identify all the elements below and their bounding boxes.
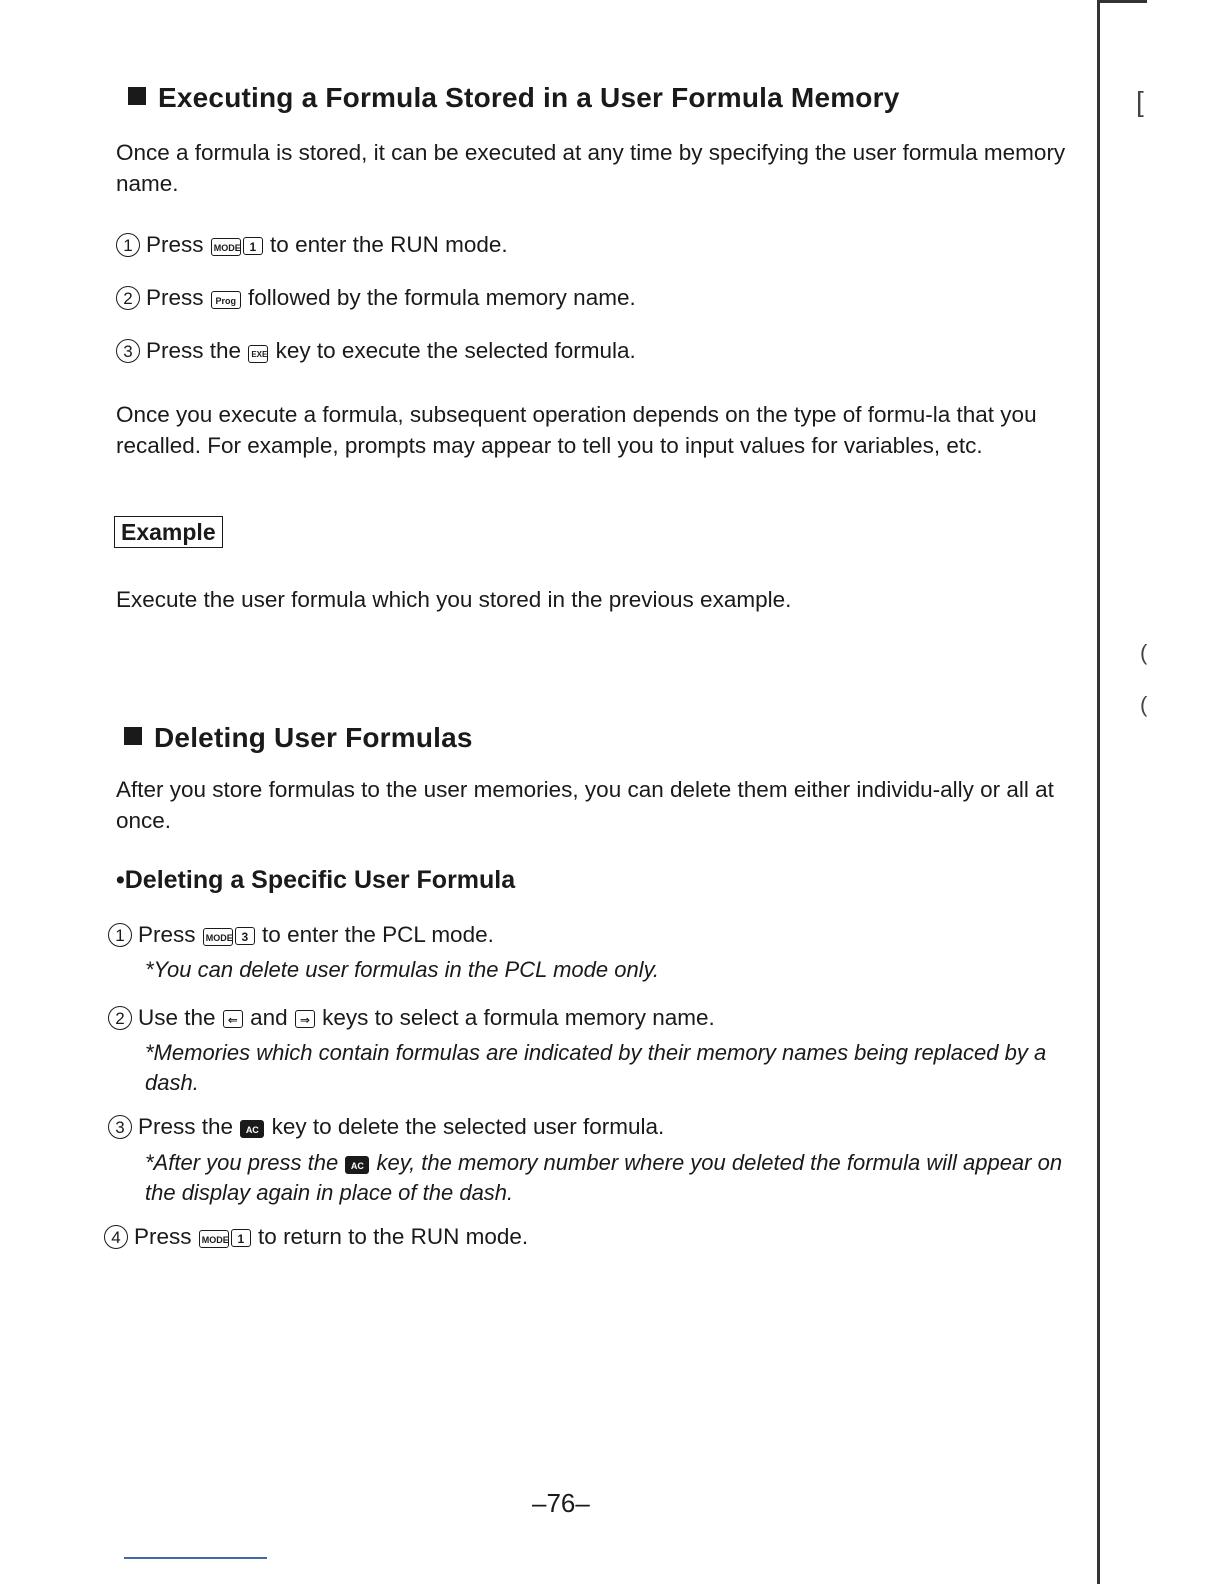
step-number: 3 bbox=[108, 1115, 132, 1139]
ac-key-icon: AC bbox=[240, 1120, 264, 1138]
delete-step-1-note: *You can delete user formulas in the PCL mode only. bbox=[145, 957, 660, 982]
example-label-box: Example bbox=[114, 516, 223, 548]
one-key-icon: 1 bbox=[231, 1229, 251, 1247]
delete-step-2: 2 Use the ⇐ and ⇒ keys to select a formula memory name. bbox=[108, 1003, 715, 1033]
delete-step-2-note: *Memories which contain formulas are indicated by their memory names being replaced by a dash. bbox=[145, 1040, 1047, 1095]
ac-key-icon: AC bbox=[345, 1156, 369, 1174]
bullet-square-icon bbox=[124, 727, 142, 745]
delete-step-3-note: *After you press the AC key, the memory number where you deleted the formula will appear on the display again in place of the dash. bbox=[145, 1150, 1063, 1205]
three-key-icon: 3 bbox=[235, 927, 255, 945]
after-execute-paragraph: Once you execute a formula, subsequent operation depends on the type of formu-la that you recalled. For example, prompts may appear to tell you to input values for variables, etc. bbox=[116, 402, 1037, 458]
margin-mark: ( bbox=[1140, 640, 1148, 665]
mode-key-icon: MODE bbox=[203, 928, 233, 946]
mode-key-icon: MODE bbox=[211, 238, 241, 256]
step-number: 1 bbox=[108, 923, 132, 947]
step-1: 1 Press MODE 1 to enter the RUN mode. bbox=[116, 230, 508, 260]
left-arrow-key-icon: ⇐ bbox=[223, 1010, 243, 1028]
step-number: 2 bbox=[108, 1006, 132, 1030]
bottom-mark bbox=[124, 1557, 267, 1559]
section-heading-executing: Executing a Formula Stored in a User Formula Memory bbox=[128, 82, 899, 114]
step-3: 3 Press the EXE key to execute the selected formula. bbox=[116, 336, 636, 366]
page-number: –76– bbox=[532, 1488, 590, 1518]
section-intro: Once a formula is stored, it can be executed at any time by specifying the user formula memory name. bbox=[116, 140, 1066, 196]
step-number: 4 bbox=[104, 1225, 128, 1249]
right-arrow-key-icon: ⇒ bbox=[295, 1010, 315, 1028]
step-2: 2 Press Prog followed by the formula memory name. bbox=[116, 283, 636, 313]
step-number: 2 bbox=[116, 286, 140, 310]
section2-intro: After you store formulas to the user memories, you can delete them either individu-ally or all at once. bbox=[116, 777, 1054, 833]
page-edge-top bbox=[1097, 0, 1147, 3]
prog-key-icon: Prog bbox=[211, 291, 241, 309]
bullet-square-icon bbox=[128, 87, 146, 105]
subheading-deleting-specific: •Deleting a Specific User Formula bbox=[116, 866, 516, 894]
delete-step-4: 4 Press MODE 1 to return to the RUN mode. bbox=[104, 1222, 528, 1252]
mode-key-icon: MODE bbox=[199, 1230, 229, 1248]
step-number: 1 bbox=[116, 233, 140, 257]
exe-key-icon: EXE bbox=[248, 345, 268, 363]
page-edge-right bbox=[1097, 0, 1100, 1584]
step-number: 3 bbox=[116, 339, 140, 363]
margin-mark: [ bbox=[1136, 86, 1144, 117]
delete-step-3: 3 Press the AC key to delete the selected user formula. bbox=[108, 1112, 664, 1142]
one-key-icon: 1 bbox=[243, 237, 263, 255]
example-text: Execute the user formula which you stored in the previous example. bbox=[116, 587, 792, 612]
delete-step-1: 1 Press MODE 3 to enter the PCL mode. bbox=[108, 920, 494, 950]
margin-mark: ( bbox=[1140, 692, 1148, 717]
section-heading-deleting: Deleting User Formulas bbox=[124, 722, 473, 754]
